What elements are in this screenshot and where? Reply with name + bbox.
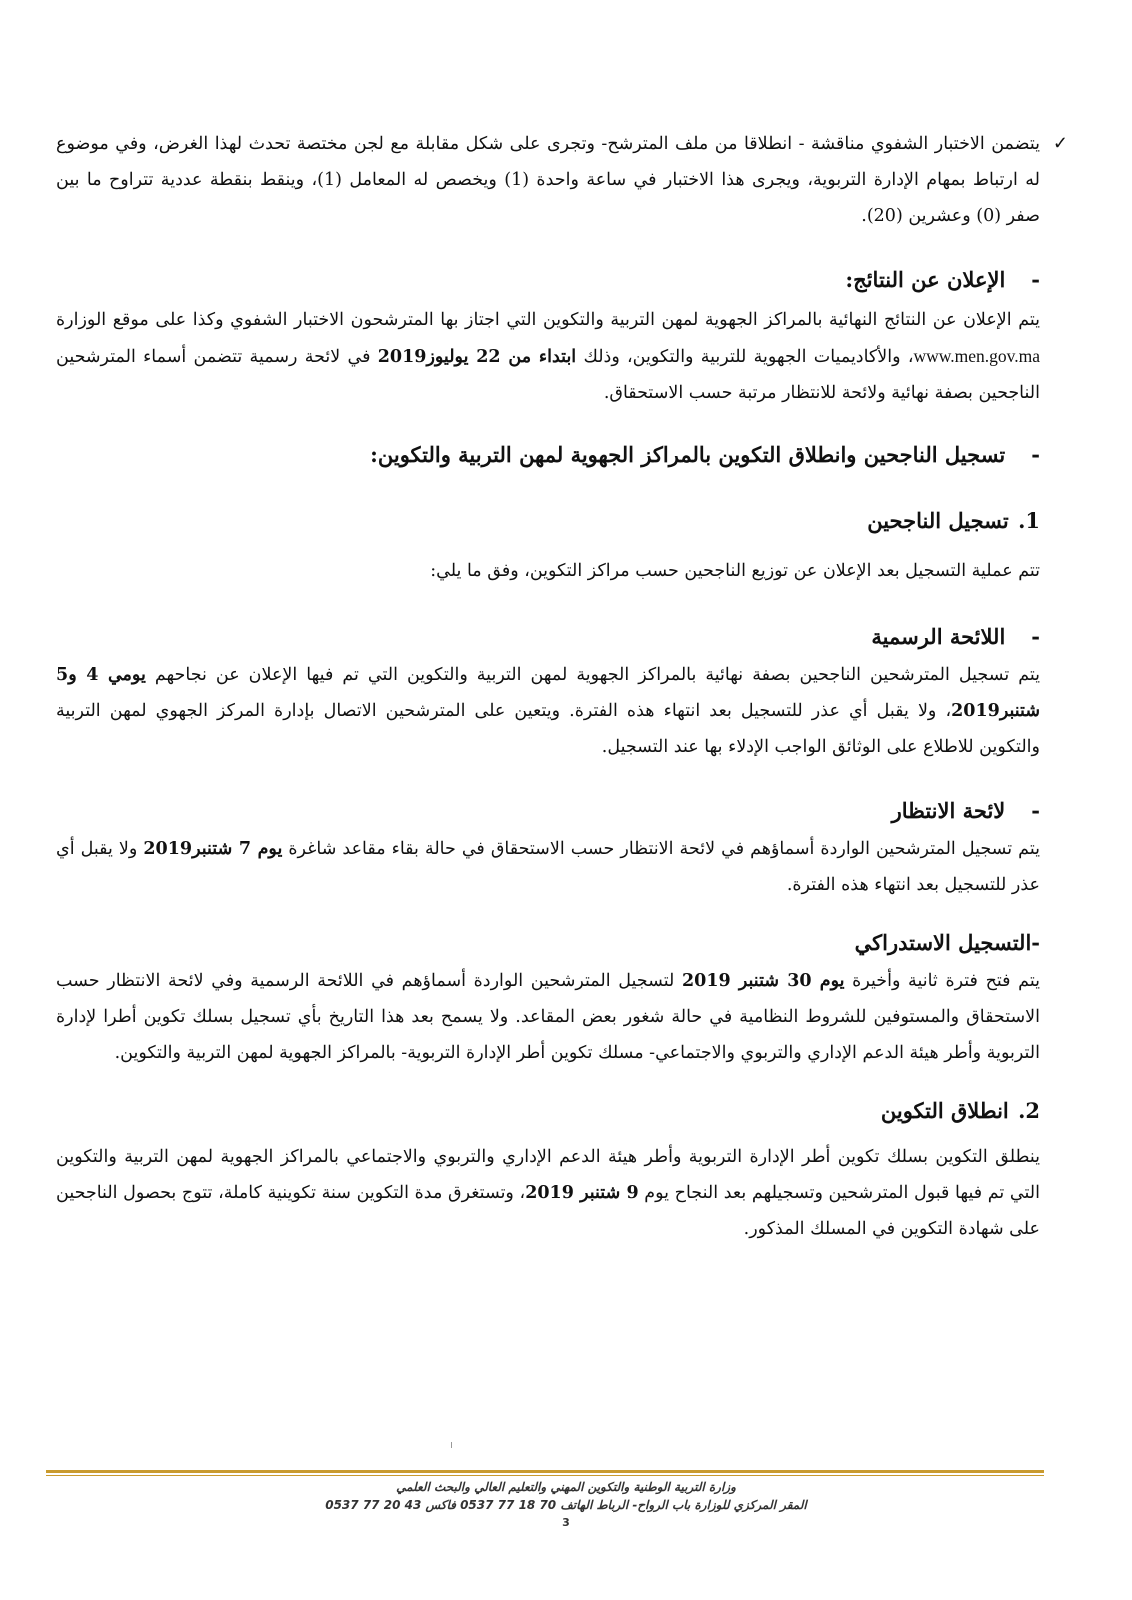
ministry-website-link[interactable]: www.men.gov.ma <box>913 346 1040 366</box>
results-text-a: يتم الإعلان عن النتائج النهائية بالمراكز الجهوية لمهن التربية والتكوين التي اجتاز بها المترشحون الاختبار الشفوي وكذا على موقع الوزارة <box>56 310 1040 330</box>
catch-up-date: يوم 30 شتنبر 2019 <box>681 971 845 991</box>
official-list-title: اللائحة الرسمية <box>871 624 1006 649</box>
document-body <box>56 126 1068 1247</box>
check-icon: ✓ <box>1052 133 1068 154</box>
waiting-list-paragraph <box>56 831 1040 903</box>
results-title: الإعلان عن النتائج: <box>845 267 1006 292</box>
waiting-list-text-a: يتم تسجيل المترشحين الواردة أسماؤهم في لائحة الانتظار حسب الاستحقاق في حالة بقاء مقاعد شاغرة <box>288 839 1040 859</box>
heading-dash: - <box>1031 267 1040 292</box>
page-number: 3 <box>562 1516 570 1529</box>
catch-up-paragraph <box>56 963 1040 1071</box>
catch-up-text-b: لتسجيل المترشحين الواردة أسماؤهم في اللائحة الرسمية وفي لائحة الانتظار حسب الاستحقاق والمستوفين للشروط النظامية في حالة شغور بعض المقاعد. ولا يسمح بعد هذا التاريخ بأي تسجيل بسلك تكوين أطرا لإدارة التربوية وأطر هيئة الدعم الإداري والتربوي والاجتماعي- مسلك تكوين أطر الإدارة التربوية- بالمراكز الجهوية لمهن التربية والتكوين. <box>56 971 1040 1063</box>
results-paragraph <box>56 302 1040 411</box>
waiting-list-text-b: ولا يقبل أي عذر للتسجيل بعد انتهاء هذه الفترة. <box>56 839 1040 895</box>
oral-exam-bullet <box>56 126 1068 234</box>
sub2-number: 2. <box>1018 1098 1040 1123</box>
waiting-list-date: يوم 7 شتنبر2019 <box>143 839 283 859</box>
catch-up-text-a: يتم فتح فترة ثانية وأخيرة <box>852 971 1040 991</box>
sub1-paragraph: تتم عملية التسجيل بعد الإعلان عن توزيع الناجحين حسب مراكز التكوين، وفق ما يلي: <box>430 561 1040 581</box>
footer-rule <box>46 1470 1044 1473</box>
heading-dash: - <box>1031 624 1040 649</box>
waiting-list-heading <box>56 793 1040 829</box>
catch-up-heading: -التسجيل الاستدراكي <box>854 930 1040 955</box>
sub2-heading <box>56 1093 1040 1129</box>
sub1-heading <box>56 503 1040 539</box>
sub2-paragraph <box>56 1139 1040 1247</box>
heading-dash: - <box>1031 798 1040 823</box>
sub2-text-a: ينطلق التكوين بسلك تكوين أطر الإدارة التربوية وأطر هيئة الدعم الإداري والتربوي والاجتماعي بالمراكز الجهوية لمهن التربية والتكوين التي تم فيها قبول المترشحين وتسجيلهم بعد النجاح يوم <box>56 1147 1040 1203</box>
footer-rule-thin <box>46 1475 1044 1476</box>
results-heading <box>56 262 1040 298</box>
official-list-text-a: يتم تسجيل المترشحين الناجحين بصفة نهائية بالمراكز الجهوية لمهن التربية والتكوين التي تم فيها الإعلان عن نجاحهم <box>154 665 1041 685</box>
training-start-date: 9 شتنبر 2019 <box>525 1183 639 1203</box>
results-text-c: في لائحة رسمية تتضمن أسماء المترشحين الناجحين بصفة نهائية ولائحة للانتظار مرتبة حسب الاستحقاق. <box>56 347 1040 403</box>
waiting-list-title: لائحة الانتظار <box>891 798 1006 823</box>
sub2-title: انطلاق التكوين <box>880 1098 1009 1123</box>
official-list-text-b: ، ولا يقبل أي عذر للتسجيل بعد انتهاء هذه الفترة. ويتعين على المترشحين الاتصال بإدارة المركز الجهوي لمهن التربية والتكوين للاطلاع على الوثائق الواجب الإدلاء بها عند التسجيل. <box>56 701 1040 757</box>
registration-title: تسجيل الناجحين وانطلاق التكوين بالمراكز الجهوية لمهن التربية والتكوين: <box>370 442 1006 467</box>
footer-address: المقر المركزي للوزارة باب الرواح- الرباط الهاتف 70 18 77 0537 فاكس 43 20 77 0537 <box>325 1498 807 1512</box>
sub1-number: 1. <box>1018 508 1040 533</box>
sub1-title: تسجيل الناجحين <box>867 508 1009 533</box>
results-text-b: ، والأكاديميات الجهوية للتربية والتكوين، وذلك <box>583 347 914 367</box>
results-date: ابتداء من 22 يوليوز2019 <box>377 347 577 367</box>
heading-dash: - <box>1031 442 1040 467</box>
official-list-heading <box>56 619 1040 655</box>
official-list-paragraph <box>56 657 1040 765</box>
oral-exam-text: يتضمن الاختبار الشفوي مناقشة - انطلاقا من ملف المترشح- وتجرى على شكل مقابلة مع لجن مختصة تحدث لهذا الغرض، وفي موضوع له ارتباط بمهام الإدارة التربوية، ويجرى هذا الاختبار في ساعة واحدة (1) ويخصص له المعامل (1)، وينقط بنقطة عددية تتراوح ما بين صفر (0) وعشرين (20). <box>56 134 1040 226</box>
registration-heading <box>56 437 1040 473</box>
sub2-text-b: ، وتستغرق مدة التكوين سنة تكوينية كاملة، تتوج بحصول الناجحين على شهادة التكوين في المسلك المذكور. <box>56 1183 1040 1239</box>
divider-mark <box>451 1442 452 1448</box>
footer-ministry: وزارة التربية الوطنية والتكوين المهني والتعليم العالي والبحث العلمي <box>396 1480 736 1494</box>
official-list-date: يومي 4 و5 شتنبر2019 <box>56 665 1040 721</box>
